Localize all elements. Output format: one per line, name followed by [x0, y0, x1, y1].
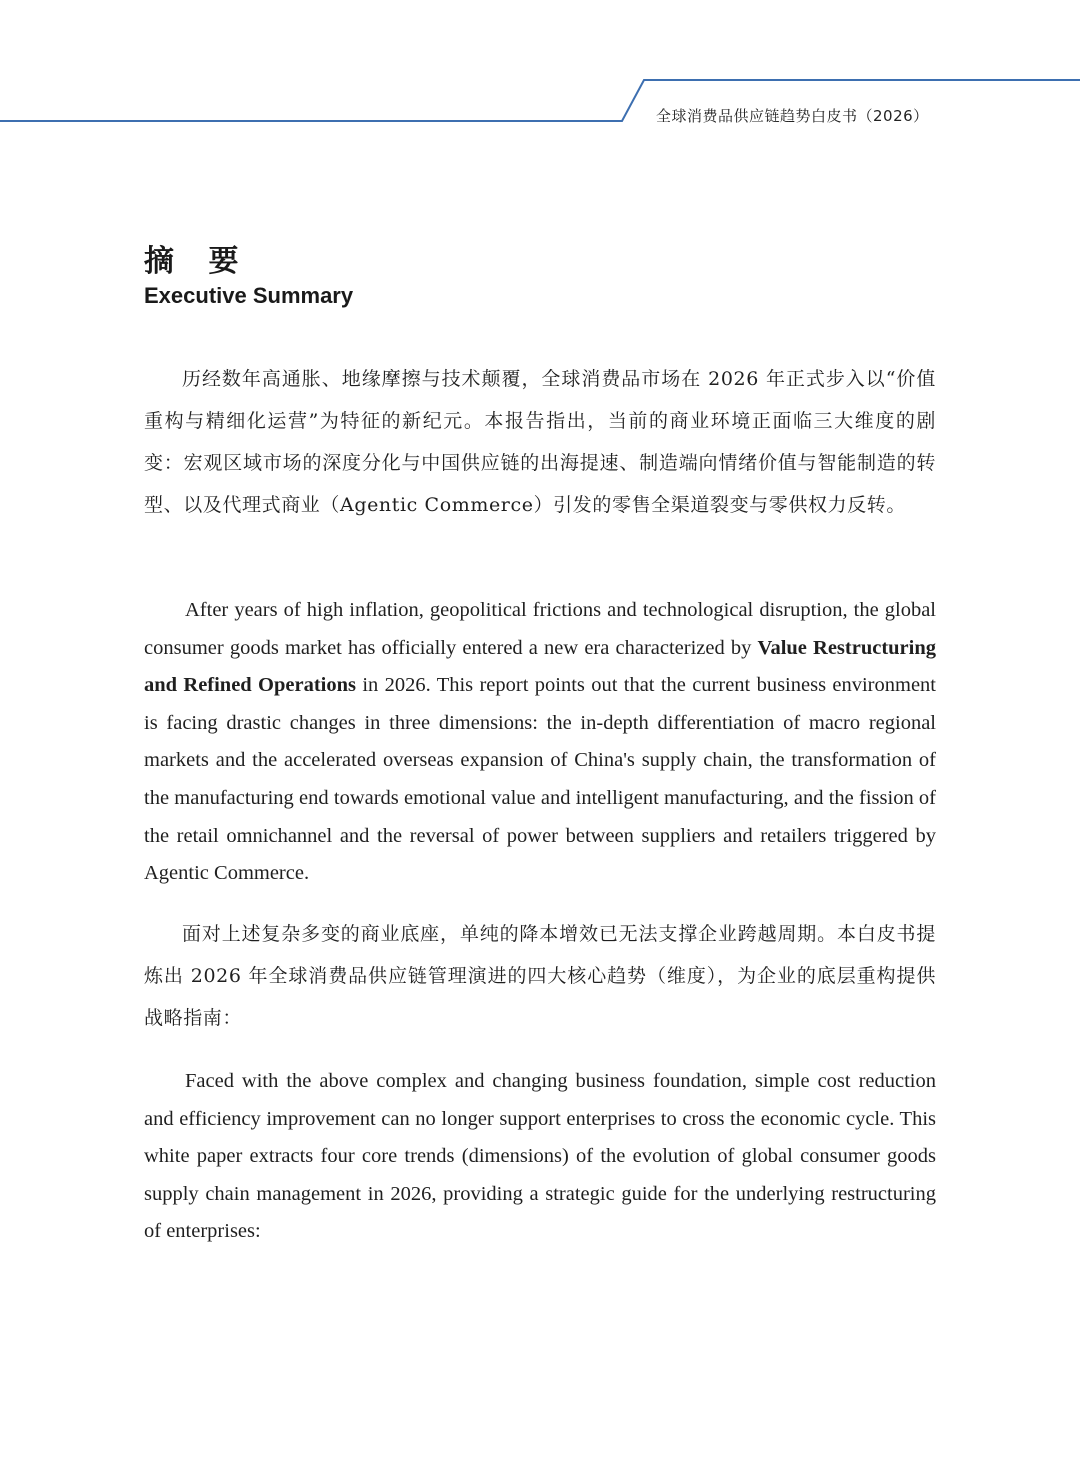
- summary-paragraph-en-1-text-a: After years of high inflation, geopolitical frictions and technological disruption, the global consumer goods market has officially entered a new era characterized by: [144, 599, 936, 659]
- summary-paragraph-en-2: Faced with the above complex and changing business foundation, simple cost reduction and efficiency improvement can no longer support enterprises to cross the economic cycle. This white paper extracts four core trends (dimensions) of the evolution of global consumer goods supply chain management in 2026, providing a strategic guide for the underlying restructuring of enterprises:: [144, 1070, 936, 1243]
- section-title-english: Executive Summary: [144, 283, 354, 308]
- summary-paragraph-en-1-text-b: in 2026. This report points out that the current business environment is facing drastic changes in three dimensions: the in-depth differentiation of macro regional markets and the accelerated overseas expansion of China's supply chain, the transformation of the manufacturing end towards emotional value and intelligent manufacturing, and the fission of the retail omnichannel and the reversal of power between suppliers and retailers triggered by Agentic Commerce.: [144, 674, 937, 885]
- summary-paragraph-en-1-emphasis: Value Restructuring and Refined Operations: [144, 636, 936, 697]
- summary-paragraph-en-1: [144, 592, 936, 893]
- summary-paragraph-cn-2: 面对上述复杂多变的商业底座，单纯的降本增效已无法支撑企业跨越周期。本白皮书提炼出 2026 年全球消费品供应链管理演进的四大核心趋势（维度），为企业的底层重构提供战略指南：: [144, 923, 936, 1029]
- document-header-title: 全球消费品供应链趋势白皮书（2026）: [656, 107, 929, 125]
- summary-paragraph-cn-1: 历经数年高通胀、地缘摩擦与技术颠覆，全球消费品市场在 2026 年正式步入以“价值重构与精细化运营”为特征的新纪元。本报告指出，当前的商业环境正面临三大维度的剧变：宏观区域市场的深度分化与中国供应链的出海提速、制造端向情绪价值与智能制造的转型、以及代理式商业（Agentic Commerce）引发的零售全渠道裂变与零供权力反转。: [144, 368, 936, 516]
- section-title-chinese: 摘 要: [144, 244, 251, 279]
